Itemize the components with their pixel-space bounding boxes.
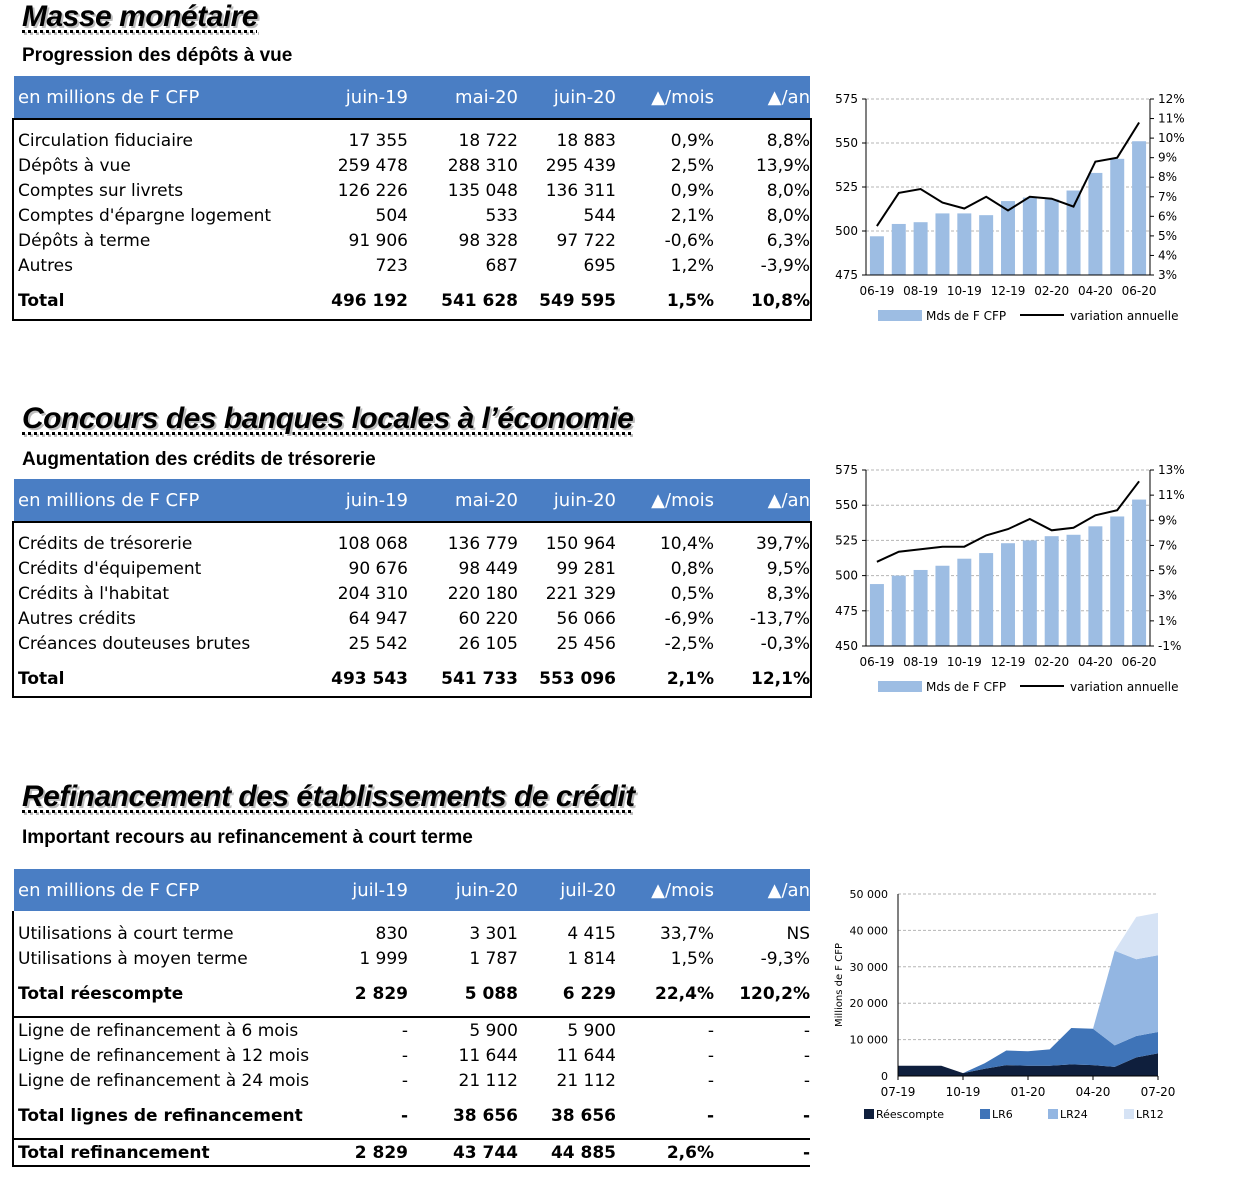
bar	[1067, 191, 1081, 275]
value-period-3: 38 656	[550, 1105, 616, 1126]
y-tick-label: 475	[835, 603, 858, 618]
y-tick-label: 10 000	[849, 1033, 888, 1047]
x-tick-label: 06-19	[859, 655, 895, 669]
y-tick-label: 575	[835, 463, 858, 477]
chart-credits	[820, 456, 1200, 706]
value-period-1: -	[401, 1070, 408, 1091]
value-period-1: -	[401, 1045, 408, 1066]
y2-tick-label: 8%	[1158, 170, 1178, 185]
row-label: Créances douteuses brutes	[18, 633, 251, 654]
bar	[979, 553, 993, 646]
y-tick-label: 550	[835, 136, 858, 150]
table-row	[14, 1068, 810, 1093]
bar	[1001, 543, 1015, 646]
y-tick-label: 450	[835, 639, 858, 653]
table-header-row	[14, 76, 810, 118]
value-period-2: 60 220	[458, 608, 518, 629]
legend-label-line: variation annuelle	[1070, 309, 1179, 323]
y2-tick-label: 11%	[1158, 488, 1185, 503]
x-tick-label: 01-20	[1010, 1085, 1046, 1099]
value-monthly-change: 2,1%	[670, 205, 714, 226]
value-monthly-change: 0,8%	[670, 558, 714, 579]
y-axis-label: Millions de F CFP	[834, 943, 845, 1027]
row-label: Utilisations à moyen terme	[18, 948, 248, 969]
col-header-period-1: juil-19	[314, 869, 408, 911]
value-period-2: 3 301	[469, 923, 518, 944]
bar	[1132, 141, 1146, 275]
bar	[979, 215, 993, 275]
row-label: Ligne de refinancement à 12 mois	[18, 1045, 310, 1066]
y2-tick-label: 7%	[1158, 538, 1178, 553]
col-header-monthly-change: ▲/mois	[616, 76, 714, 118]
value-period-3: 25 456	[556, 633, 616, 654]
y-tick-label: 50 000	[849, 888, 888, 901]
y2-tick-label: 9%	[1158, 150, 1178, 165]
y2-tick-label: 9%	[1158, 513, 1178, 528]
y-tick-label: 475	[835, 268, 858, 282]
y2-tick-label: 12%	[1158, 92, 1185, 106]
col-header-unit: en millions de F CFP	[14, 76, 314, 118]
value-annual-change: -	[802, 1142, 810, 1163]
value-period-1: 1 999	[359, 948, 408, 969]
value-period-2: 5 088	[464, 983, 518, 1004]
x-tick-label: 08-19	[903, 655, 939, 669]
value-monthly-change: 2,5%	[670, 155, 714, 176]
bar	[870, 236, 884, 275]
value-period-3: 18 883	[556, 130, 616, 151]
section-title-refinancement: Refinancement des établissements de crédit	[22, 780, 635, 813]
y2-tick-label: 3%	[1158, 588, 1178, 603]
y2-tick-label: -1%	[1158, 639, 1182, 653]
value-period-1: 493 543	[331, 668, 408, 689]
value-annual-change: -0,3%	[760, 633, 810, 654]
value-annual-change: -	[803, 1020, 810, 1041]
col-header-annual-change: ▲/an	[714, 869, 810, 911]
table-frame	[12, 521, 812, 698]
table-row	[14, 1017, 810, 1043]
x-tick-label: 07-20	[1140, 1085, 1176, 1099]
x-tick-label: 04-20	[1077, 284, 1113, 298]
row-label: Crédits à l'habitat	[18, 583, 170, 604]
section-subtitle-depots: Progression des dépôts à vue	[22, 45, 293, 66]
row-label: Crédits d'équipement	[18, 558, 202, 579]
row-label: Dépôts à vue	[18, 155, 131, 176]
legend-label: LR24	[1060, 1108, 1088, 1121]
bar	[1001, 201, 1015, 275]
y-tick-label: 500	[835, 224, 858, 238]
value-period-3: 544	[583, 205, 616, 226]
value-period-1: 723	[375, 255, 408, 276]
row-label: Autres	[18, 255, 74, 276]
table-total-refinancement-row	[14, 1139, 810, 1166]
bar	[935, 213, 949, 275]
x-tick-label: 04-20	[1075, 1085, 1111, 1099]
row-label: Total	[18, 290, 65, 311]
x-tick-label: 10-19	[946, 655, 982, 669]
value-period-2: 38 656	[452, 1105, 518, 1126]
value-period-3: 221 329	[545, 583, 616, 604]
x-tick-label: 07-19	[880, 1085, 916, 1099]
value-period-2: 11 644	[458, 1045, 518, 1066]
row-label: Crédits de trésorerie	[18, 533, 193, 554]
x-tick-label: 12-19	[990, 655, 1026, 669]
value-period-1: -	[401, 1020, 408, 1041]
table-left-rule	[12, 911, 14, 1167]
value-monthly-change: 2,6%	[666, 1142, 714, 1163]
y2-tick-label: 10%	[1158, 131, 1185, 146]
y-tick-label: 575	[835, 92, 858, 106]
legend-swatch	[864, 1109, 874, 1119]
bar	[892, 224, 906, 275]
table-header-row	[14, 869, 810, 911]
x-tick-label: 10-19	[946, 284, 982, 298]
value-period-1: 496 192	[331, 290, 408, 311]
value-period-2: 220 180	[447, 583, 518, 604]
value-period-2: 541 733	[441, 668, 518, 689]
y-tick-label: 40 000	[849, 924, 888, 938]
value-period-2: 687	[485, 255, 518, 276]
y-tick-label: 500	[835, 568, 858, 583]
value-period-3: 136 311	[545, 180, 616, 201]
value-monthly-change: 22,4%	[655, 983, 714, 1004]
row-label: Dépôts à terme	[18, 230, 151, 251]
value-period-3: 5 900	[567, 1020, 616, 1041]
legend-swatch-bars	[878, 681, 922, 692]
y-tick-label: 30 000	[849, 960, 888, 974]
y2-tick-label: 13%	[1158, 463, 1185, 477]
value-annual-change: 8,8%	[766, 130, 810, 151]
value-period-2: 98 328	[458, 230, 518, 251]
col-header-period-3: juin-20	[518, 76, 616, 118]
table-total-reescompte-row	[14, 981, 810, 1006]
row-label: Total refinancement	[18, 1142, 210, 1163]
row-label: Ligne de refinancement à 24 mois	[18, 1070, 310, 1091]
bar	[1088, 526, 1102, 646]
y2-tick-label: 5%	[1158, 228, 1178, 243]
y2-tick-label: 4%	[1158, 248, 1178, 263]
section-subtitle-credits: Augmentation des crédits de trésorerie	[22, 449, 376, 470]
x-tick-label: 06-20	[1121, 655, 1157, 669]
value-period-1: 259 478	[337, 155, 408, 176]
value-annual-change: -	[803, 1070, 810, 1091]
row-label: Utilisations à court terme	[18, 923, 234, 944]
y2-tick-label: 7%	[1158, 189, 1178, 204]
value-period-2: 5 900	[469, 1020, 518, 1041]
value-monthly-change: 33,7%	[659, 923, 714, 944]
bar	[1023, 198, 1037, 275]
value-period-2: 541 628	[441, 290, 518, 311]
chart-depots	[820, 85, 1200, 335]
value-monthly-change: -	[707, 1070, 714, 1091]
bar	[957, 213, 971, 275]
col-header-period-2: mai-20	[408, 479, 518, 521]
x-tick-label: 12-19	[990, 284, 1026, 298]
row-label: Comptes d'épargne logement	[18, 205, 272, 226]
legend-swatch	[1048, 1109, 1058, 1119]
table-row	[14, 1043, 810, 1068]
x-tick-label: 10-19	[945, 1085, 981, 1099]
value-period-3: 97 722	[556, 230, 616, 251]
legend-swatch	[1124, 1109, 1134, 1119]
value-period-1: 25 542	[348, 633, 408, 654]
value-period-3: 553 096	[539, 668, 616, 689]
row-label: Total lignes de refinancement	[18, 1105, 303, 1126]
value-period-2: 21 112	[458, 1070, 518, 1091]
value-period-1: 504	[375, 205, 408, 226]
value-monthly-change: -	[707, 1020, 714, 1041]
col-header-unit: en millions de F CFP	[14, 479, 314, 521]
value-period-1: 90 676	[348, 558, 408, 579]
bar	[892, 576, 906, 646]
value-annual-change: 9,5%	[766, 558, 810, 579]
value-monthly-change: 0,9%	[670, 130, 714, 151]
x-tick-label: 08-19	[903, 284, 939, 298]
legend-label: LR6	[992, 1108, 1013, 1121]
value-period-1: 64 947	[348, 608, 408, 629]
col-header-period-3: juil-20	[518, 869, 616, 911]
value-annual-change: -	[802, 1105, 810, 1126]
col-header-period-1: juin-19	[314, 479, 408, 521]
value-monthly-change: -	[707, 1045, 714, 1066]
bar	[1067, 535, 1081, 646]
x-tick-label: 06-20	[1121, 284, 1157, 298]
y-tick-label: 0	[881, 1070, 888, 1083]
col-header-period-3: juin-20	[518, 479, 616, 521]
table-total-lignes-row	[14, 1103, 810, 1128]
bar	[1023, 540, 1037, 646]
y2-tick-label: 1%	[1158, 613, 1178, 628]
bar	[1132, 500, 1146, 646]
x-tick-label: 02-20	[1034, 655, 1070, 669]
value-period-3: 549 595	[539, 290, 616, 311]
value-period-2: 288 310	[447, 155, 518, 176]
row-label: Ligne de refinancement à 6 mois	[18, 1020, 299, 1041]
value-annual-change: -	[803, 1045, 810, 1066]
col-header-period-1: juin-19	[314, 76, 408, 118]
table-frame	[12, 118, 812, 321]
bar	[935, 566, 949, 646]
value-monthly-change: -2,5%	[664, 633, 714, 654]
value-period-2: 98 449	[458, 558, 518, 579]
legend-label-bars: Mds de F CFP	[926, 680, 1007, 694]
value-monthly-change: 1,2%	[670, 255, 714, 276]
row-label: Total	[18, 668, 65, 689]
bar	[1088, 173, 1102, 275]
value-period-1: -	[400, 1105, 408, 1126]
bar	[914, 222, 928, 275]
y2-tick-label: 5%	[1158, 563, 1178, 578]
bar	[1110, 516, 1124, 646]
legend-label: Réescompte	[876, 1108, 944, 1121]
value-period-2: 1 787	[469, 948, 518, 969]
value-period-3: 99 281	[556, 558, 616, 579]
value-period-3: 4 415	[567, 923, 616, 944]
col-header-annual-change: ▲/an	[714, 479, 810, 521]
value-period-3: 295 439	[545, 155, 616, 176]
y-tick-label: 20 000	[849, 997, 888, 1011]
legend-label-line: variation annuelle	[1070, 680, 1179, 694]
value-period-3: 695	[583, 255, 616, 276]
value-annual-change: 39,7%	[755, 533, 810, 554]
value-monthly-change: 2,1%	[666, 668, 714, 689]
value-period-1: 17 355	[348, 130, 408, 151]
x-tick-label: 04-20	[1077, 655, 1113, 669]
value-period-2: 136 779	[447, 533, 518, 554]
legend-swatch	[980, 1109, 990, 1119]
value-monthly-change: -0,6%	[664, 230, 714, 251]
value-period-2: 43 744	[452, 1142, 518, 1163]
bar	[957, 559, 971, 646]
col-header-period-2: juin-20	[408, 869, 518, 911]
value-period-3: 11 644	[556, 1045, 616, 1066]
value-annual-change: 8,3%	[766, 583, 810, 604]
value-period-1: 2 829	[354, 1142, 408, 1163]
value-period-3: 44 885	[550, 1142, 616, 1163]
value-annual-change: -9,3%	[760, 948, 810, 969]
y2-tick-label: 6%	[1158, 209, 1178, 224]
table-header-row	[14, 479, 810, 521]
value-annual-change: 120,2%	[739, 983, 810, 1004]
bar	[1045, 199, 1059, 275]
value-period-2: 26 105	[458, 633, 518, 654]
y2-tick-label: 3%	[1158, 268, 1178, 282]
value-period-1: 204 310	[337, 583, 408, 604]
bar	[914, 570, 928, 646]
y2-tick-label: 11%	[1158, 111, 1185, 126]
value-monthly-change: 1,5%	[666, 290, 714, 311]
value-monthly-change: 1,5%	[670, 948, 714, 969]
value-period-3: 150 964	[545, 533, 616, 554]
row-label: Comptes sur livrets	[18, 180, 184, 201]
x-tick-label: 06-19	[859, 284, 895, 298]
value-annual-change: 6,3%	[766, 230, 810, 251]
value-period-1: 108 068	[337, 533, 408, 554]
col-header-monthly-change: ▲/mois	[616, 479, 714, 521]
value-period-3: 56 066	[556, 608, 616, 629]
value-period-1: 2 829	[354, 983, 408, 1004]
value-annual-change: 12,1%	[751, 668, 810, 689]
value-period-1: 830	[375, 923, 408, 944]
legend-label: LR12	[1136, 1108, 1164, 1121]
value-annual-change: 8,0%	[766, 205, 810, 226]
row-label: Circulation fiduciaire	[18, 130, 193, 151]
row-label: Total réescompte	[18, 983, 184, 1004]
table-row	[14, 921, 810, 946]
y-tick-label: 525	[835, 180, 858, 194]
section-title-masse-monetaire: Masse monétaire	[22, 0, 258, 33]
table-refinancement	[14, 869, 810, 1167]
value-annual-change: 8,0%	[766, 180, 810, 201]
value-annual-change: -3,9%	[760, 255, 810, 276]
value-period-1: 126 226	[337, 180, 408, 201]
value-annual-change: 10,8%	[751, 290, 810, 311]
legend-swatch-bars	[878, 310, 922, 321]
section-title-concours-bancaires: Concours des banques locales à l’économie	[22, 402, 634, 435]
value-period-1: 91 906	[348, 230, 408, 251]
y-tick-label: 550	[835, 498, 858, 513]
value-period-3: 1 814	[567, 948, 616, 969]
value-annual-change: -13,7%	[749, 608, 810, 629]
value-monthly-change: 0,9%	[670, 180, 714, 201]
col-header-period-2: mai-20	[408, 76, 518, 118]
bar	[1110, 159, 1124, 275]
section-subtitle-refinancement: Important recours au refinancement à court terme	[22, 827, 473, 848]
table-row	[14, 946, 810, 971]
chart-refinancement	[826, 880, 1206, 1130]
value-annual-change: 13,9%	[755, 155, 810, 176]
bar	[870, 584, 884, 646]
bar	[1045, 536, 1059, 646]
value-monthly-change: 10,4%	[659, 533, 714, 554]
value-period-2: 135 048	[447, 180, 518, 201]
col-header-unit: en millions de F CFP	[14, 869, 314, 911]
value-annual-change: NS	[786, 923, 810, 944]
value-period-3: 21 112	[556, 1070, 616, 1091]
value-period-2: 533	[485, 205, 518, 226]
row-label: Autres crédits	[18, 608, 136, 629]
value-monthly-change: 0,5%	[670, 583, 714, 604]
x-tick-label: 02-20	[1034, 284, 1070, 298]
col-header-annual-change: ▲/an	[714, 76, 810, 118]
col-header-monthly-change: ▲/mois	[616, 869, 714, 911]
legend-label-bars: Mds de F CFP	[926, 309, 1007, 323]
value-monthly-change: -	[706, 1105, 714, 1126]
value-period-2: 18 722	[458, 130, 518, 151]
value-period-3: 6 229	[562, 983, 616, 1004]
value-monthly-change: -6,9%	[664, 608, 714, 629]
y-tick-label: 525	[835, 533, 858, 548]
